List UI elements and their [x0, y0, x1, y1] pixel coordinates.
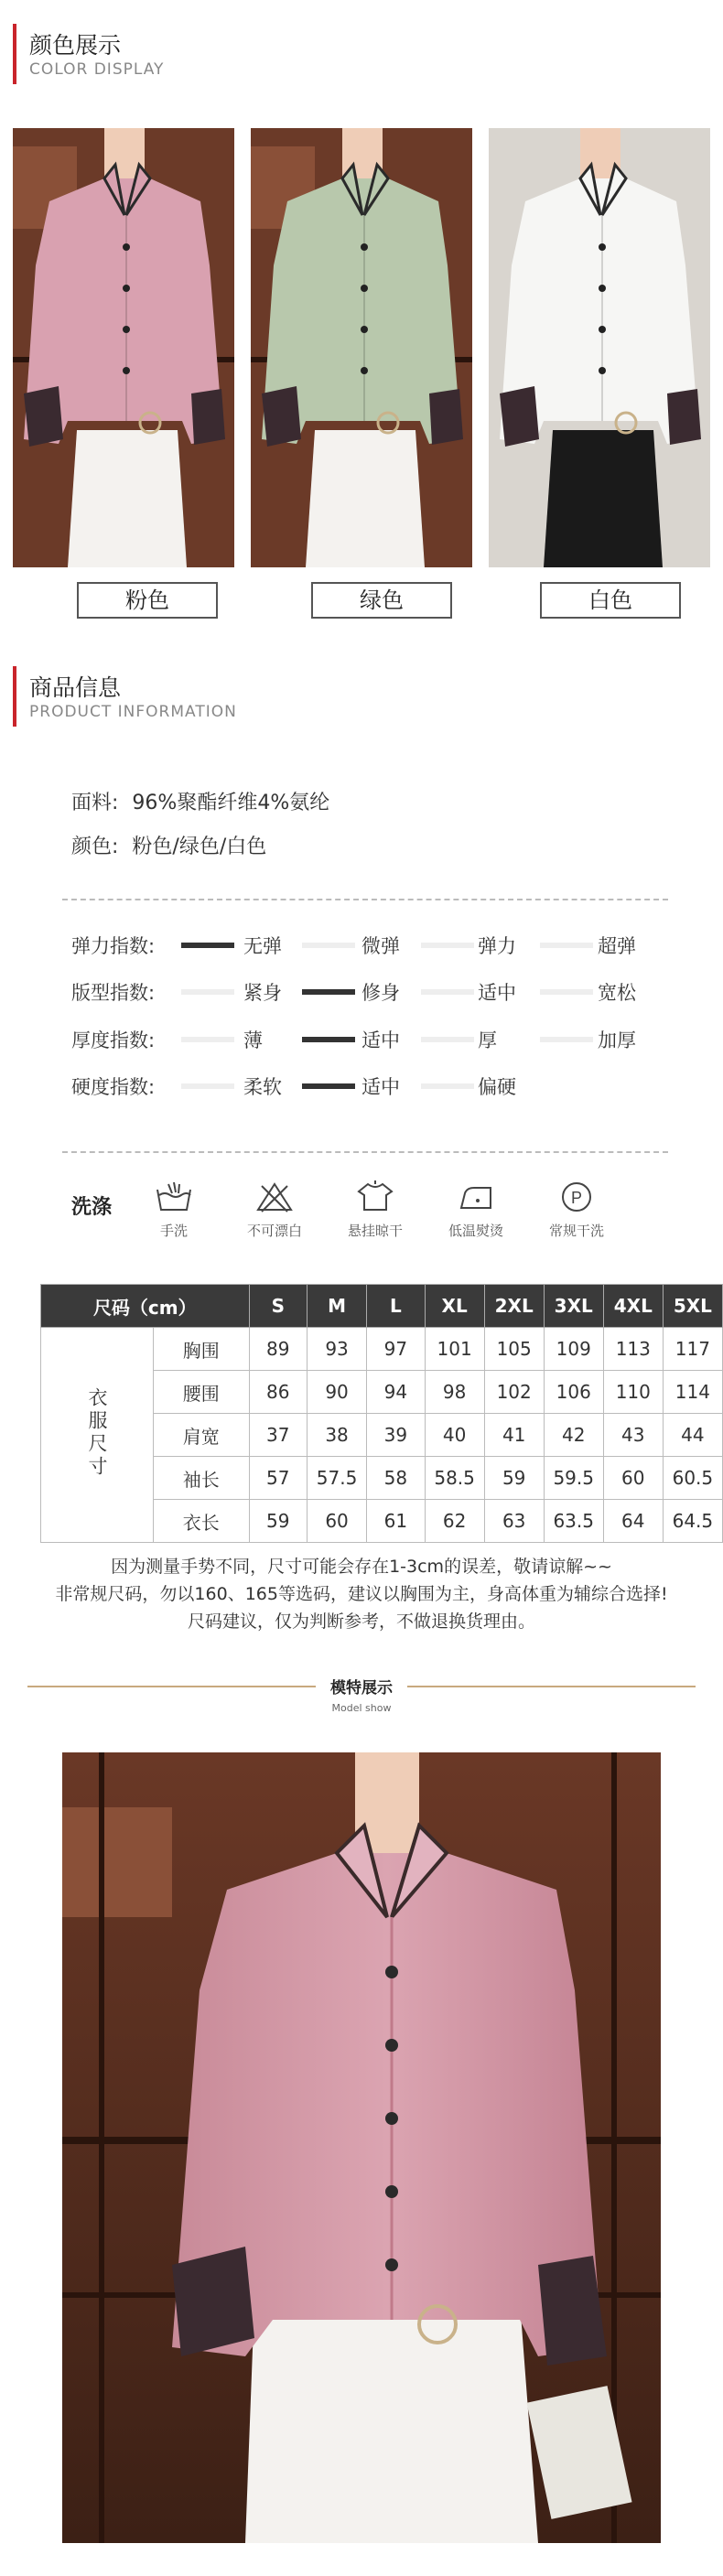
index-option: 适中	[478, 982, 516, 1004]
size-value: 102	[484, 1371, 544, 1414]
size-value: 90	[307, 1371, 366, 1414]
size-table-header	[41, 1285, 723, 1328]
group-label: 衣服尺寸	[86, 1386, 108, 1479]
header-cell: M	[307, 1285, 366, 1328]
size-value: 113	[603, 1328, 663, 1371]
size-value: 93	[307, 1328, 366, 1371]
header-cell: XL	[425, 1285, 484, 1328]
hand-wash-icon	[154, 1180, 194, 1213]
colors-line	[71, 831, 266, 859]
header-cell: 5XL	[663, 1285, 722, 1328]
index-option: 弹力	[478, 935, 516, 957]
divider	[62, 1151, 668, 1153]
accent-bar	[13, 24, 16, 84]
index-bar	[540, 989, 593, 995]
material-value: 96%聚酯纤维4%氨纶	[132, 792, 330, 814]
measure-name: 胸围	[154, 1328, 250, 1371]
size-note: 因为测量手势不同，尺寸可能会存在1-3cm的误差，敬请谅解~~	[111, 1557, 612, 1577]
care-label: 悬挂晾干	[347, 1223, 403, 1239]
material-label: 面料:	[71, 792, 119, 814]
model-subtitle: Model show	[331, 1702, 392, 1714]
measure-name: 袖长	[154, 1457, 250, 1500]
size-value: 89	[249, 1328, 307, 1371]
care-hand-wash	[124, 1180, 224, 1240]
care-label: 不可漂白	[246, 1223, 302, 1239]
size-value: 98	[425, 1371, 484, 1414]
table-row	[41, 1328, 723, 1371]
index-option: 紧身	[243, 982, 282, 1004]
care-no-bleach	[224, 1180, 325, 1240]
care-dry-clean	[526, 1180, 627, 1240]
size-value: 38	[307, 1414, 366, 1457]
index-label: 版型指数:	[71, 982, 156, 1004]
size-value: 64.5	[663, 1500, 722, 1543]
index-option: 修身	[362, 982, 400, 1004]
size-value: 60	[307, 1500, 366, 1543]
index-option: 偏硬	[478, 1076, 516, 1098]
index-option: 薄	[243, 1029, 263, 1051]
measure-name: 腰围	[154, 1371, 250, 1414]
size-value: 60	[603, 1457, 663, 1500]
care-label: 常规干洗	[548, 1223, 604, 1239]
index-option: 适中	[362, 1076, 400, 1098]
size-value: 57	[249, 1457, 307, 1500]
index-option: 微弹	[362, 935, 400, 957]
swatch-pink-photo[interactable]	[13, 128, 234, 567]
material-line	[71, 787, 329, 815]
header-cell: S	[249, 1285, 307, 1328]
index-option: 柔软	[243, 1076, 282, 1098]
colors-value: 粉色/绿色/白色	[132, 835, 267, 858]
swatch-label-white[interactable]: 白色	[540, 582, 681, 619]
index-bar	[181, 1037, 234, 1042]
dry-clean-icon	[556, 1180, 597, 1213]
size-value: 101	[425, 1328, 484, 1371]
swatch-white-photo[interactable]	[489, 128, 710, 567]
care-label: 手洗	[159, 1223, 188, 1239]
index-bar	[421, 1083, 474, 1089]
index-bar	[540, 1037, 593, 1042]
swatch-label-pink[interactable]: 粉色	[77, 582, 218, 619]
size-value: 59	[249, 1500, 307, 1543]
model-photo-image	[62, 1752, 661, 2543]
size-value: 63.5	[544, 1500, 603, 1543]
size-value: 37	[249, 1414, 307, 1457]
index-label: 硬度指数:	[71, 1076, 156, 1098]
header-cell: 2XL	[484, 1285, 544, 1328]
care-title: 洗涤	[71, 1196, 113, 1219]
header-cell: 4XL	[603, 1285, 663, 1328]
swatch-green-photo[interactable]	[251, 128, 472, 567]
size-value: 63	[484, 1500, 544, 1543]
care-low-iron	[426, 1180, 526, 1240]
measure-name: 衣长	[154, 1500, 250, 1543]
group-label-cell	[41, 1328, 154, 1543]
index-option: 宽松	[598, 982, 636, 1004]
no-bleach-icon	[254, 1180, 295, 1213]
index-option: 超弹	[598, 935, 636, 957]
size-value: 86	[249, 1371, 307, 1414]
index-label: 厚度指数:	[71, 1029, 156, 1051]
measure-name: 肩宽	[154, 1414, 250, 1457]
index-bar-selected	[181, 943, 234, 948]
swatch-photo-image	[251, 128, 472, 567]
low-iron-icon	[456, 1180, 496, 1213]
size-value: 64	[603, 1500, 663, 1543]
swatch-label-green[interactable]: 绿色	[311, 582, 452, 619]
index-bar	[421, 1037, 474, 1042]
index-option: 适中	[362, 1029, 400, 1051]
index-bar	[540, 943, 593, 948]
header-cell: 3XL	[544, 1285, 603, 1328]
size-value: 39	[367, 1414, 425, 1457]
header-cell: 尺码（cm）	[41, 1285, 250, 1328]
hang-dry-icon	[355, 1180, 395, 1213]
index-bar-selected	[302, 1037, 355, 1042]
size-value: 40	[425, 1414, 484, 1457]
index-option: 无弹	[243, 935, 282, 957]
size-value: 105	[484, 1328, 544, 1371]
swatch-photo-image	[13, 128, 234, 567]
care-hang-dry	[325, 1180, 426, 1240]
svg-text:P: P	[570, 1189, 583, 1207]
index-bar	[421, 943, 474, 948]
section-title: 商品信息	[29, 674, 122, 701]
size-value: 41	[484, 1414, 544, 1457]
size-value: 59	[484, 1457, 544, 1500]
size-value: 114	[663, 1371, 722, 1414]
size-value: 57.5	[307, 1457, 366, 1500]
index-bar	[181, 989, 234, 995]
index-label: 弹力指数:	[71, 935, 156, 957]
care-label: 低温熨烫	[448, 1223, 503, 1239]
size-value: 109	[544, 1328, 603, 1371]
index-bar-selected	[302, 989, 355, 995]
size-value: 58	[367, 1457, 425, 1500]
size-value: 117	[663, 1328, 722, 1371]
colors-label: 颜色:	[71, 835, 119, 858]
index-option: 厚	[478, 1029, 497, 1051]
accent-bar	[13, 666, 16, 727]
model-title: 模特展示	[330, 1679, 393, 1698]
section-subtitle: COLOR DISPLAY	[29, 60, 165, 79]
size-value: 59.5	[544, 1457, 603, 1500]
divider	[62, 899, 668, 900]
size-value: 94	[367, 1371, 425, 1414]
size-value: 60.5	[663, 1457, 722, 1500]
size-note: 尺码建议，仅为判断参考，不做退换货理由。	[187, 1611, 535, 1632]
swatch-photo-image	[489, 128, 710, 567]
size-value: 61	[367, 1500, 425, 1543]
index-bar	[302, 943, 355, 948]
section-subtitle: PRODUCT INFORMATION	[29, 703, 237, 721]
size-value: 62	[425, 1500, 484, 1543]
size-value: 110	[603, 1371, 663, 1414]
size-value: 44	[663, 1414, 722, 1457]
size-value: 106	[544, 1371, 603, 1414]
index-bar	[181, 1083, 234, 1089]
model-photo[interactable]	[62, 1752, 661, 2543]
section-title: 颜色展示	[29, 32, 122, 59]
size-value: 97	[367, 1328, 425, 1371]
size-value: 58.5	[425, 1457, 484, 1500]
index-bar	[421, 989, 474, 995]
index-bar-selected	[302, 1083, 355, 1089]
size-value: 43	[603, 1414, 663, 1457]
index-option: 加厚	[598, 1029, 636, 1051]
header-cell: L	[367, 1285, 425, 1328]
size-value: 42	[544, 1414, 603, 1457]
size-table	[40, 1284, 723, 1543]
size-note: 非常规尺码，勿以160、165等选码，建议以胸围为主，身高体重为辅综合选择!	[55, 1584, 668, 1604]
